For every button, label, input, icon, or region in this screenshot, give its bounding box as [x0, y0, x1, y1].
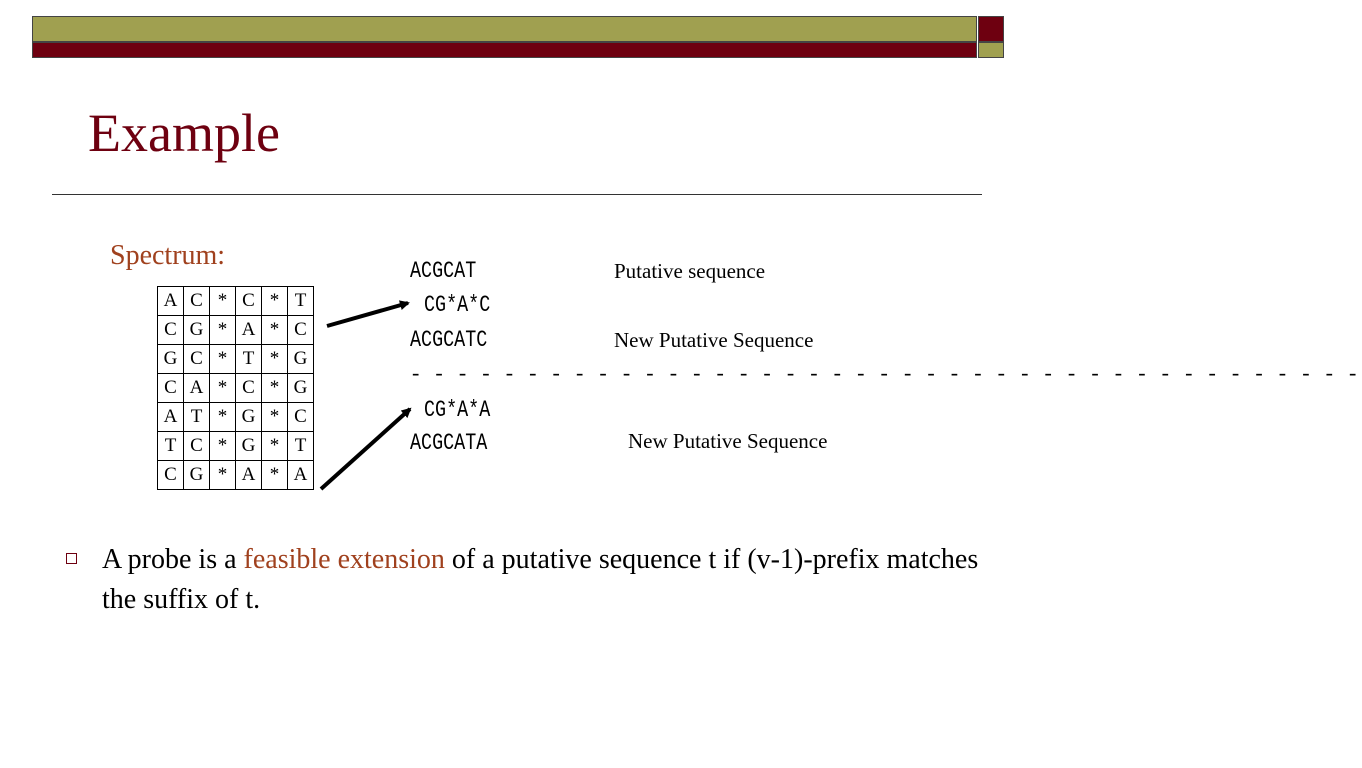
header-bar-maroon [32, 42, 977, 58]
new-sequence-2: ACGCATA [410, 430, 488, 456]
table-cell: C [236, 374, 262, 403]
dashed-separator: - - - - - - - - - - - - - - - - - - - - - - - - - - - - - - - - - - - - - - - - - [412, 360, 1362, 385]
table-cell: * [210, 316, 236, 345]
table-cell: A [158, 287, 184, 316]
slide-title: Example [88, 103, 280, 163]
bullet-text-end: of a putative sequence t if (v-1)-prefix matches the suffix of t. [102, 544, 979, 615]
table-cell: T [288, 287, 314, 316]
table-cell: * [210, 345, 236, 374]
table-cell: * [262, 432, 288, 461]
table-cell: A [236, 461, 262, 490]
bullet-text [102, 540, 982, 620]
new-putative-sequence-note-1: New Putative Sequence [614, 328, 814, 352]
new-putative-sequence-note-2: New Putative Sequence [628, 429, 828, 453]
table-cell: T [184, 403, 210, 432]
table-cell: G [236, 432, 262, 461]
table-cell: G [288, 374, 314, 403]
table-row [158, 374, 314, 403]
table-cell: C [236, 287, 262, 316]
table-row [158, 432, 314, 461]
table-cell: A [288, 461, 314, 490]
probe-extension-2: CG*A*A [424, 397, 491, 423]
table-cell: G [236, 403, 262, 432]
table-cell: * [262, 403, 288, 432]
table-cell: * [210, 374, 236, 403]
table-row [158, 287, 314, 316]
header-square-olive [978, 42, 1004, 58]
table-cell: T [158, 432, 184, 461]
table-cell: A [184, 374, 210, 403]
table-cell: * [262, 345, 288, 374]
table-cell: C [158, 461, 184, 490]
table-cell: * [210, 461, 236, 490]
table-cell: * [262, 374, 288, 403]
arrow-to-second-extension [321, 409, 410, 489]
spectrum-table [157, 286, 314, 490]
table-cell: * [210, 432, 236, 461]
table-cell: C [158, 374, 184, 403]
putative-sequence-text: ACGCAT [410, 258, 477, 284]
putative-sequence-note: Putative sequence [614, 259, 766, 283]
table-cell: G [288, 345, 314, 374]
table-cell: G [158, 345, 184, 374]
table-cell: C [184, 287, 210, 316]
feasible-extension-highlight: feasible extension [243, 544, 445, 575]
table-cell: * [210, 287, 236, 316]
table-cell: * [262, 461, 288, 490]
table-cell: T [236, 345, 262, 374]
table-cell: C [158, 316, 184, 345]
table-cell: T [288, 432, 314, 461]
table-cell: C [288, 316, 314, 345]
table-cell: A [236, 316, 262, 345]
arrow-to-first-extension [327, 303, 408, 326]
table-cell: C [184, 432, 210, 461]
title-divider [52, 194, 982, 195]
table-cell: C [288, 403, 314, 432]
table-row [158, 316, 314, 345]
probe-extension-1: CG*A*C [424, 292, 491, 318]
table-cell: G [184, 461, 210, 490]
table-cell: A [158, 403, 184, 432]
table-row [158, 345, 314, 374]
table-cell: * [210, 403, 236, 432]
bullet-text-start: A probe is a [102, 544, 244, 575]
table-cell: G [184, 316, 210, 345]
table-row [158, 461, 314, 490]
table-cell: * [262, 316, 288, 345]
spectrum-label: Spectrum: [110, 240, 226, 271]
header-bar-olive [32, 16, 977, 42]
square-bullet-icon [66, 553, 77, 564]
table-cell: C [184, 345, 210, 374]
table-row [158, 403, 314, 432]
new-sequence-1: ACGCATC [410, 327, 488, 353]
table-cell: * [262, 287, 288, 316]
header-square-maroon [978, 16, 1004, 42]
